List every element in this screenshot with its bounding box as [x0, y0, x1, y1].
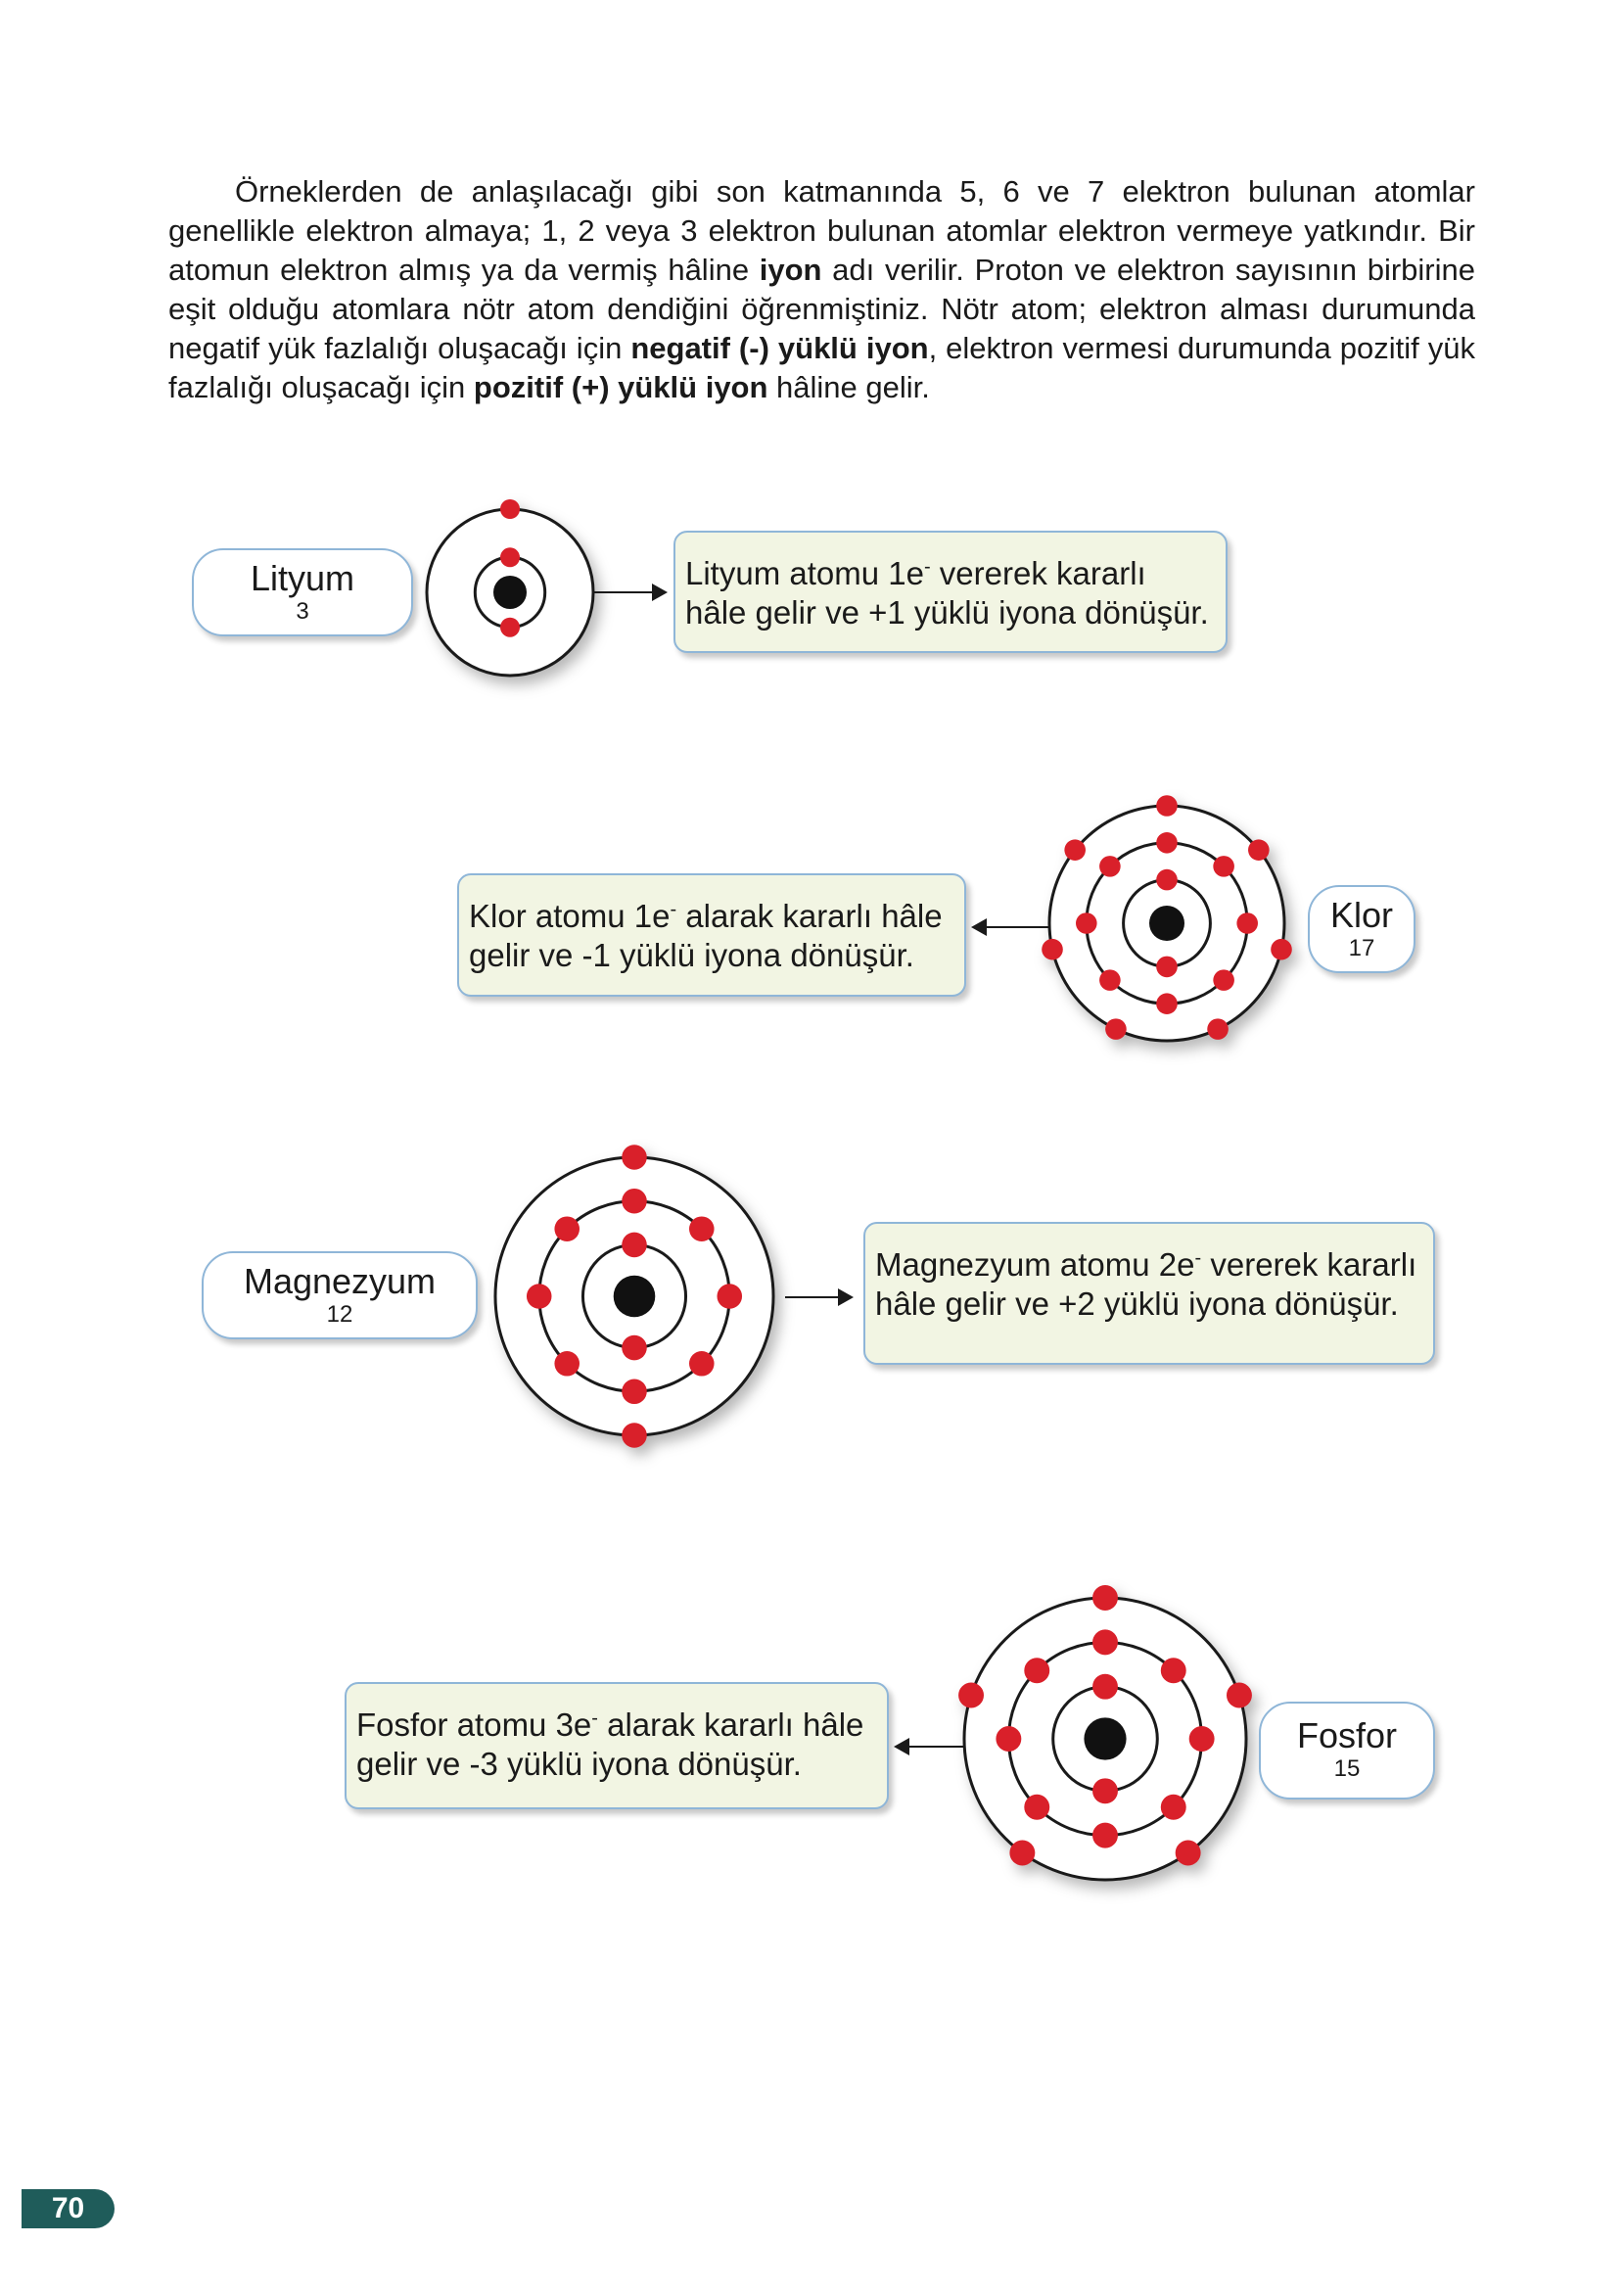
electron	[622, 1423, 647, 1448]
electron	[689, 1351, 715, 1377]
element-name: Lityum	[250, 558, 355, 598]
atom-diagram-lityum	[427, 509, 593, 676]
atomic-number: 15	[1333, 1755, 1361, 1782]
description-magnezyum: Magnezyum atomu 2e- vererek kararlı hâle gelir ve +2 yüklü iyona dönüşür.	[863, 1222, 1435, 1365]
electron	[500, 499, 520, 519]
electron	[1092, 1629, 1118, 1655]
arrow-left	[896, 1746, 964, 1748]
electron	[1236, 912, 1258, 934]
nucleus	[493, 576, 527, 609]
electron	[717, 1284, 742, 1309]
electron	[1024, 1795, 1049, 1820]
atom-diagram-magnezyum	[495, 1157, 773, 1435]
electron	[996, 1726, 1021, 1752]
arrow-left	[973, 926, 1049, 928]
electron	[622, 1145, 647, 1170]
atom-svg	[495, 1157, 773, 1435]
element-label-lityum	[192, 548, 413, 636]
element-name: Klor	[1329, 895, 1394, 935]
electron	[1156, 832, 1178, 854]
page-number: 70	[22, 2189, 115, 2228]
electron	[1099, 856, 1121, 877]
electron	[1213, 969, 1234, 991]
electron	[1213, 856, 1234, 877]
description-fosfor: Fosfor atomu 3e- alarak kararlı hâle gelir ve -3 yüklü iyona dönüşür.	[345, 1682, 889, 1809]
element-label-klor	[1308, 885, 1415, 973]
electron	[1092, 1585, 1118, 1611]
electron	[1064, 839, 1086, 861]
electron	[1076, 912, 1097, 934]
electron	[527, 1284, 552, 1309]
nucleus	[614, 1276, 656, 1318]
electron	[1156, 795, 1178, 817]
element-name: Magnezyum	[243, 1261, 437, 1301]
electron	[689, 1216, 715, 1241]
electron	[622, 1189, 647, 1214]
atomic-number: 3	[296, 598, 309, 625]
electron	[1271, 939, 1292, 960]
electron	[500, 547, 520, 567]
electron	[1161, 1795, 1186, 1820]
electron	[500, 618, 520, 637]
atom-diagram-fosfor	[964, 1598, 1246, 1880]
atom-svg	[1049, 806, 1284, 1041]
electron	[1024, 1658, 1049, 1683]
electron	[1156, 957, 1178, 978]
electron	[1105, 1018, 1127, 1040]
description-klor: Klor atomu 1e- alarak kararlı hâle gelir ve -1 yüklü iyona dönüşür.	[457, 873, 966, 997]
electron	[1092, 1823, 1118, 1848]
electron	[1099, 969, 1121, 991]
electron	[1042, 939, 1063, 960]
atom-svg	[427, 509, 593, 676]
atom-svg	[964, 1598, 1246, 1880]
nucleus	[1149, 906, 1184, 941]
atom-diagram-klor	[1049, 806, 1284, 1041]
description-lityum: Lityum atomu 1e- vererek kararlı hâle gelir ve +1 yüklü iyona dönüşür.	[673, 531, 1228, 653]
electron	[1156, 869, 1178, 891]
arrow-right	[593, 591, 666, 593]
electron	[554, 1216, 580, 1241]
atomic-number: 12	[326, 1301, 353, 1328]
element-name: Fosfor	[1296, 1715, 1398, 1755]
electron	[1092, 1778, 1118, 1803]
nucleus	[1084, 1717, 1126, 1759]
electron	[1092, 1674, 1118, 1700]
electron	[622, 1233, 647, 1258]
atomic-number: 17	[1348, 935, 1375, 961]
element-label-fosfor	[1259, 1702, 1435, 1800]
electron	[958, 1683, 984, 1708]
intro-paragraph: Örneklerden de anlaşılacağı gibi son katmanında 5, 6 ve 7 elektron bulunan atomlar genellikle elektron almaya; 1, 2 veya 3 elektron bulunan atomlar elektron vermeye yatkındır. Bir atomun elektron almış ya da vermiş hâline iyon adı verilir. Proton ve elektron sayısının birbirine eşit olduğu atomlara nötr atom dendiğini öğrenmiştiniz. Nötr atom; elektron alması durumunda negatif yük fazlalığı oluşacağı için negatif (-) yüklü iyon, elektron vermesi durumunda pozitif yük fazlalığı oluşacağı için pozitif (+) yüklü iyon hâline gelir.	[168, 174, 1475, 404]
electron	[1189, 1726, 1215, 1752]
electron	[1156, 993, 1178, 1014]
electron	[622, 1379, 647, 1404]
electron	[1176, 1841, 1201, 1866]
electron	[1009, 1841, 1035, 1866]
element-label-magnezyum	[202, 1251, 478, 1339]
electron	[1248, 839, 1270, 861]
electron	[622, 1335, 647, 1361]
arrow-right	[785, 1296, 852, 1298]
electron	[1227, 1683, 1252, 1708]
electron	[1161, 1658, 1186, 1683]
electron	[1207, 1018, 1229, 1040]
electron	[554, 1351, 580, 1377]
